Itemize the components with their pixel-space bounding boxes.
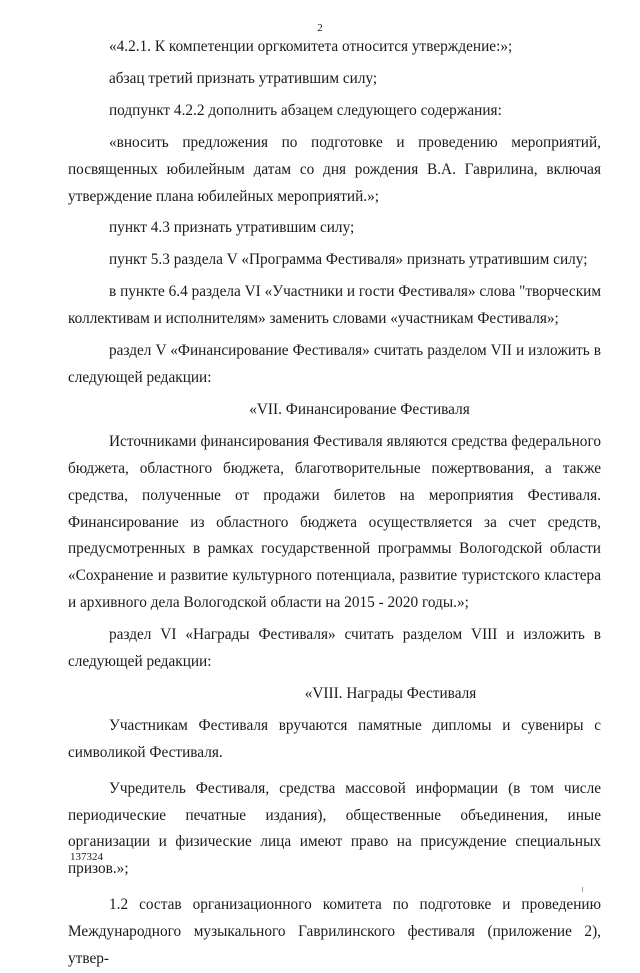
paragraph: пункт 4.3 признать утратившим силу; — [109, 219, 355, 237]
paragraph: в пункте 6.4 раздела VI «Участники и гости Фестиваля» слова "творческим коллективам и исполнителям» заменить словами «участникам Фестиваля»; — [68, 283, 601, 328]
scan-mark — [582, 887, 583, 892]
paragraph: пункт 5.3 раздела V «Программа Фестиваля» признать утратившим силу; — [109, 251, 588, 269]
paragraph: Участникам Фестиваля вручаются памятные дипломы и сувениры с символикой Фестиваля. — [68, 716, 601, 761]
paragraph: абзац третий признать утратившим силу; — [109, 69, 378, 87]
section-heading: «VIII. Награды Фестиваля — [304, 684, 477, 702]
paragraph: раздел VI «Награды Фестиваля» считать разделом VIII и изложить в следующей редакции: — [68, 626, 601, 671]
document-code: 137324 — [70, 851, 103, 863]
paragraph: 1.2 состав организационного комитета по подготовке и проведению Международного музыкального Гаврилинского фестиваля (приложение 2), утвер- — [68, 896, 601, 968]
paragraph: подпункт 4.2.2 дополнить абзацем следующего содержания: — [109, 101, 502, 119]
page-number: 2 — [317, 22, 323, 34]
document-body — [68, 34, 601, 973]
paragraph: раздел V «Финансирование Фестиваля» считать разделом VII и изложить в следующей редакции: — [68, 342, 601, 386]
paragraph: «вносить предложения по подготовке и проведению мероприятий, посвященных юбилейным датам со дня рождения В.А. Гаврилина, включая утверждение плана юбилейных мероприятий.»; — [68, 133, 601, 205]
paragraph: «4.2.1. К компетенции оргкомитета относится утверждение:»; — [109, 38, 513, 55]
paragraph: Источниками финансирования Фестиваля являются средства федерального бюджета, областного бюджета, благотворительные пожертвования, а также средства, полученные от продажи билетов на мероприятия Фестиваля. Финансирование из областного бюджета осуществляется за счет средств, предусмотренных в рамках государственной программы Вологодской области «Сохранение и развитие культурного потенциала, развитие туристского кластера и архивного дела Вологодской области на 2015 - 2020 годы.»; — [68, 432, 601, 612]
paragraph: Учредитель Фестиваля, средства массовой информации (в том числе периодические печатные издания), общественные объединения, иные организации и физические лица имеют право на присуждение специальных призов.»; — [68, 779, 601, 878]
section-heading: «VII. Финансирование Фестиваля — [249, 400, 470, 418]
